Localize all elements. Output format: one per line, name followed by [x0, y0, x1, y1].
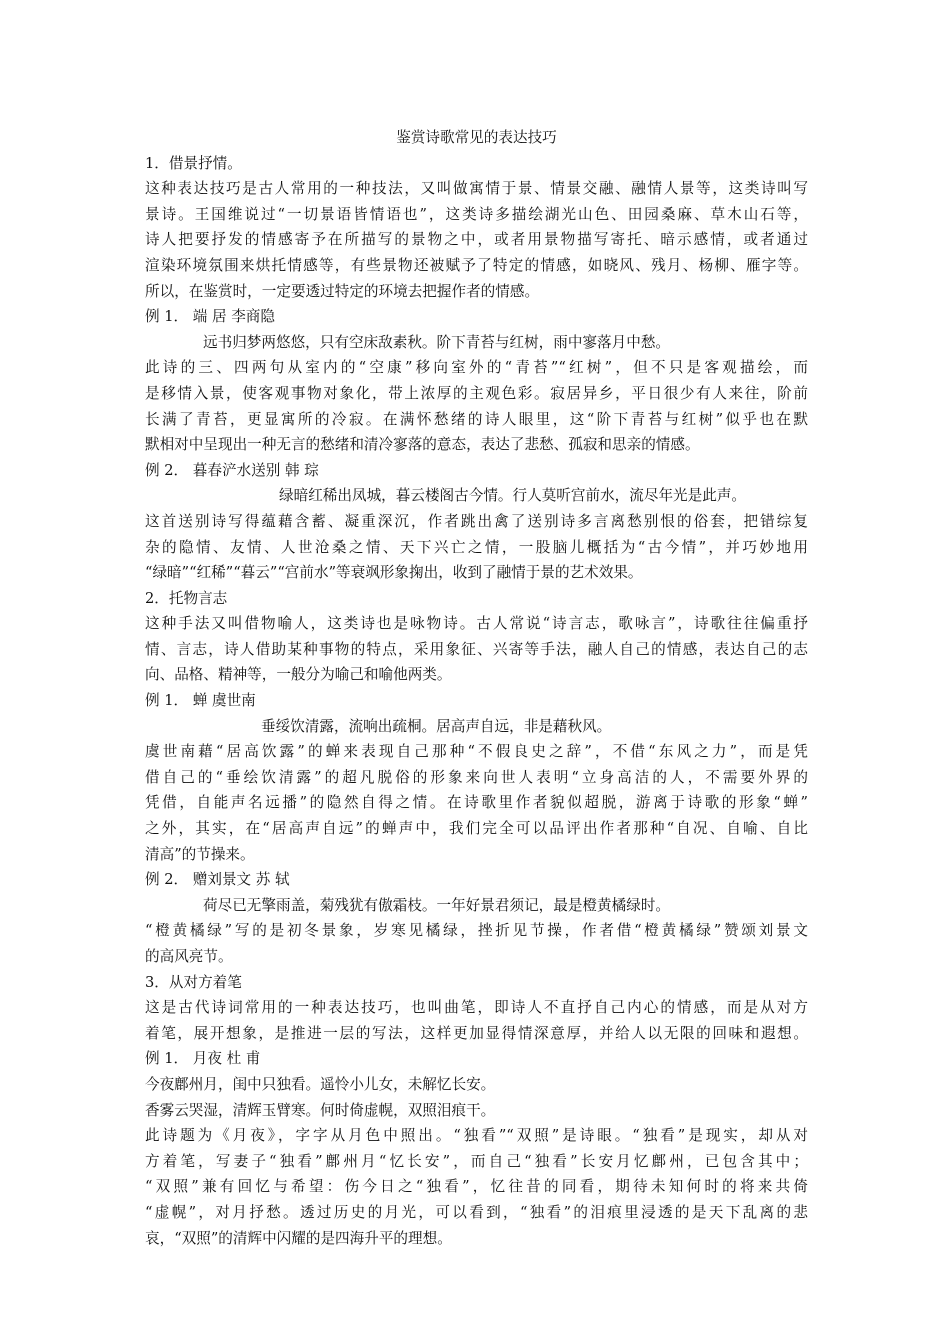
body-line: “虚幌”，对月抒愁。透过历史的月光，可以看到，“独看”的泪痕里浸透的是天下乱离的悲 [145, 1203, 808, 1221]
page-title: 鉴赏诗歌常见的表达技巧 [396, 129, 557, 146]
body-line: 借自己的“垂绘饮清露”的超凡脱俗的形象来向世人表明“立身高洁的人，不需要外界的 [145, 768, 808, 786]
body-line: 着笔，展开想象，是推进一层的写法，这样更加显得情深意厚，并给人以无限的回味和遐想。 [145, 1024, 808, 1042]
example-line: 例 1． 端 居 李商隐 [145, 308, 275, 326]
body-line: 之外，其实，在“居高声自远”的蝉声中，我们完全可以品评出作者那种“自况、自喻、自比 [145, 820, 808, 838]
body-line: “橙黄橘绿”写的是初冬景象，岁寒见橘绿，挫折见节操，作者借“橙黄橘绿”赞颂刘景文 [145, 922, 808, 940]
body-line: 这首送别诗写得蕴藉含蓄、凝重深沉，作者跳出禽了送别诗多言离愁别恨的俗套，把错综复 [145, 512, 808, 530]
body-line: 景诗。王国维说过“一切景语皆情语也”，这类诗多描绘湖光山色、田园桑麻、草木山石等， [145, 205, 808, 223]
body-line: 情、言志，诗人借助某种事物的特点，采用象征、兴寄等手法，融人自己的情感，表达自己的志 [145, 640, 808, 658]
body-line: 虞世南藉“居高饮露”的蝉来表现自己那种“不假良史之辞”，不借“东风之力”，而是凭 [145, 743, 808, 761]
body-line: 凭借，自能声名远播”的隐然自得之情。在诗歌里作者貌似超脱，游离于诗歌的形象“蝉” [145, 794, 808, 812]
body-line: 这种手法又叫借物喻人，这类诗也是咏物诗。古人常说“诗言志，歌咏言”，诗歌往往偏重抒 [145, 615, 808, 633]
poem-line: 香雾云哭湿，清辉玉臂寒。何时倚虚幌，双照泪痕干。 [145, 1101, 496, 1119]
heading-line: 1．借景抒情。 [145, 154, 242, 172]
example-line: 例 2． 暮春浐水送别 韩 琮 [145, 461, 319, 479]
body-line: 此诗的三、四两句从室内的“空康”移向室外的“青苔”“红树”，但不只是客观描绘，而 [145, 359, 808, 377]
body-line: 长满了青苔，更显寓所的冷寂。在满怀愁绪的诗人眼里，这“阶下青苔与红树”似乎也在默 [145, 410, 808, 428]
heading-line: 2．托物言志 [145, 589, 228, 607]
example-line: 例 1． 蝉 虞世南 [145, 692, 256, 710]
example-line: 例 1． 月夜 杜 甫 [145, 1050, 261, 1068]
body-line: 渲染环境氛围来烘托情感等，有些景物还被赋予了特定的情感，如晓风、残月、杨柳、雁字等。 [145, 256, 808, 274]
body-line: 哀，“双照”的清辉中闪耀的是四海升平的理想。 [145, 1229, 452, 1247]
body-line: 诗人把要抒发的情感寄予在所描写的景物之中，或者用景物描写寄托、暗示感情，或者通过 [145, 231, 808, 249]
body-line: 清高”的节操来。 [145, 845, 255, 863]
body-line: 这种表达技巧是古人常用的一种技法，又叫做寓情于景、情景交融、融情人景等，这类诗叫写 [145, 180, 808, 198]
body-line: 方着笔，写妻子“独看”鄜州月“忆长安”，而自己“独看”长安月忆鄜州，已包含其中； [145, 1152, 808, 1170]
poem-line: 今夜鄜州月，闺中只独看。遥怜小儿女，未解忆长安。 [145, 1075, 496, 1093]
body-line: “绿暗”“红稀”“暮云”“宫前水”等衰飒形象掬出，收到了融情于景的艺术效果。 [145, 564, 643, 582]
body-line: 的高风亮节。 [145, 948, 233, 965]
document-page [145, 125, 808, 1251]
poem-line: 垂绥饮清露，流响出疏桐。居高声自远，非是藉秋风。 [261, 717, 612, 735]
body-line: 这是古代诗词常用的一种表达技巧，也叫曲笔，即诗人不直抒自己内心的情感，而是从对方 [145, 999, 808, 1017]
body-line: 所以，在鉴赏时，一定要透过特定的环境去把握作者的情感。 [145, 282, 540, 300]
poem-line: 荷尽已无擎雨盖，菊残犹有傲霜枝。一年好景君须记，最是橙黄橘绿时。 [203, 896, 671, 914]
body-line: “双照”兼有回忆与希望：伤今日之“独看”，忆往昔的同看，期待未知何时的将来共倚 [145, 1178, 808, 1196]
poem-line: 绿暗红稀出凤城，暮云楼阁古今情。行人莫听宫前水，流尽年光是此声。 [279, 487, 747, 505]
heading-line: 3．从对方着笔 [145, 973, 242, 991]
body-line: 默相对中呈现出一种无言的愁绪和清冷寥落的意态，表达了悲愁、孤寂和思亲的情感。 [145, 436, 700, 454]
body-line: 向、品格、精神等，一般分为喻己和喻他两类。 [145, 666, 452, 684]
body-line: 是移情入景，使客观事物对象化，带上浓厚的主观色彩。寂居异乡，平日很少有人来往，阶前 [145, 384, 808, 402]
body-line: 此诗题为《月夜》，字字从月色中照出。“独看”“双照”是诗眼。“独看”是现实，却从对 [145, 1127, 808, 1145]
body-line: 杂的隐情、友情、人世沧桑之情、天下兴亡之情，一股脑儿概括为“古今情”，并巧妙地用 [145, 538, 808, 556]
poem-line: 远书归梦两悠悠，只有空床敌素秋。阶下青苔与红树，雨中寥落月中愁。 [203, 333, 671, 351]
example-line: 例 2． 赠刘景文 苏 轼 [145, 871, 290, 889]
